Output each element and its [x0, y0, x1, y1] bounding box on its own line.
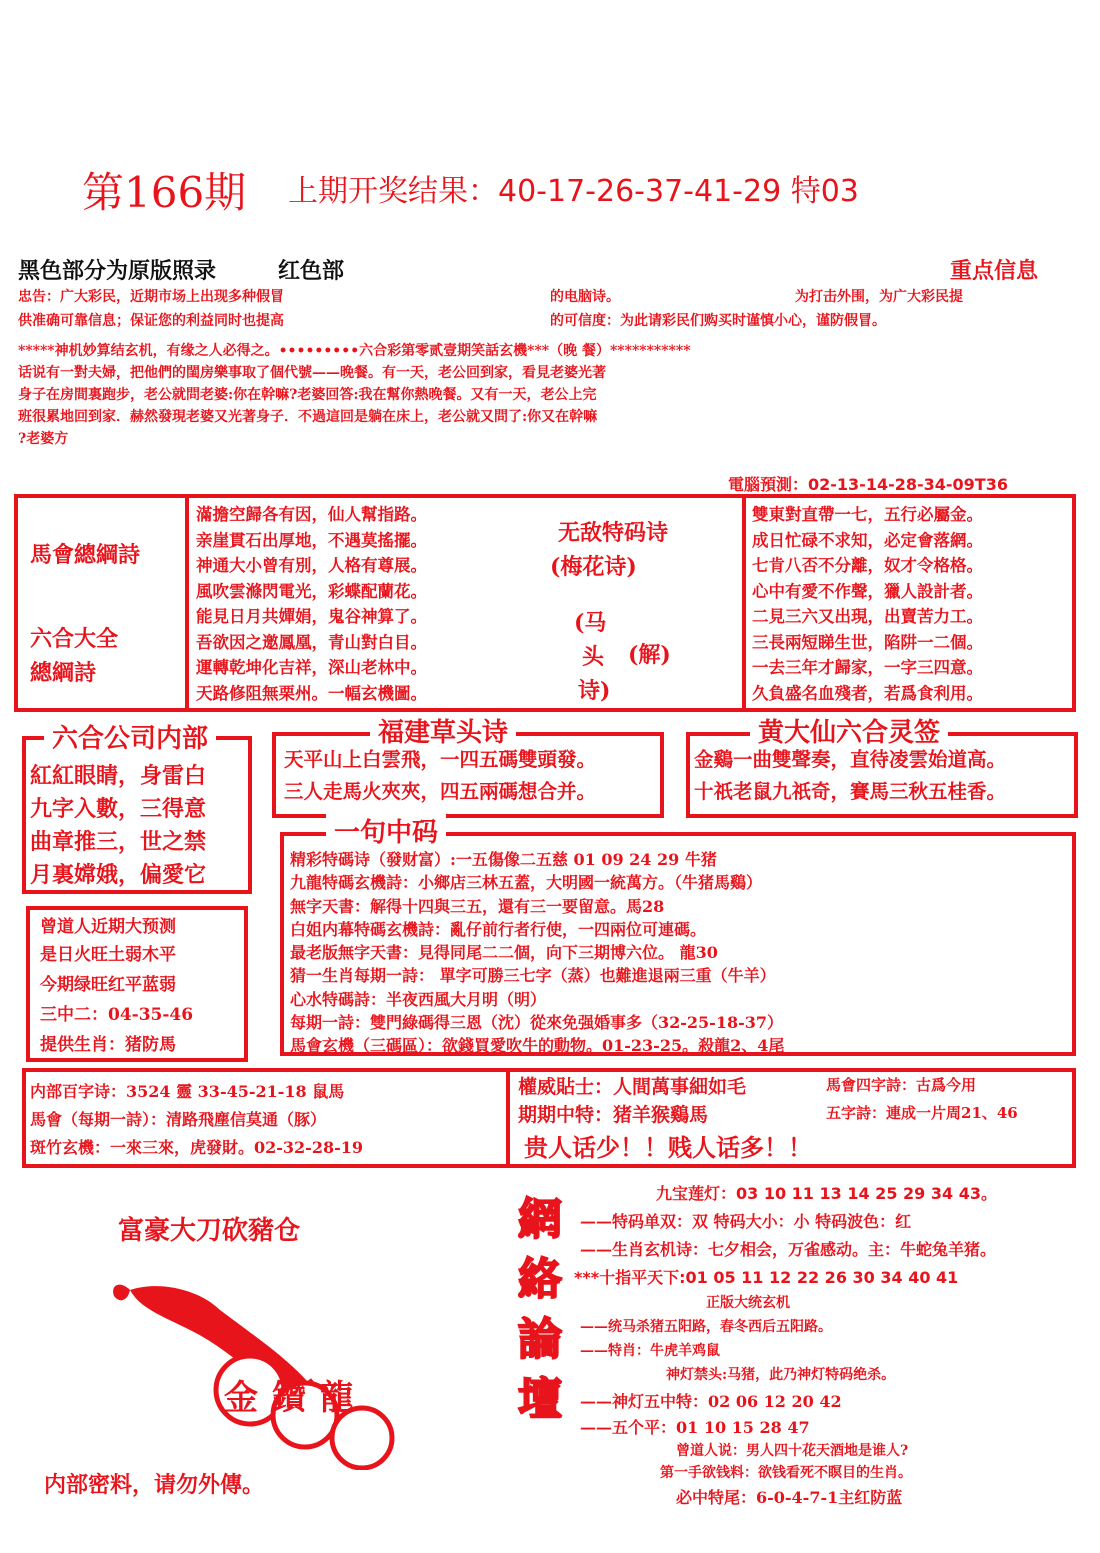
company-line: 九字入數，三得意	[30, 796, 207, 822]
one-sentence-line: 最老版無字天書：見得同尾二二個，向下三期博六位。 龍30	[290, 943, 718, 963]
one-sentence-line: 馬會玄機（三碼區）：欲錢買愛吹牛的動物。01-23-25。殺龍2、4尾	[290, 1036, 785, 1056]
forum-vertical-title	[518, 1190, 562, 1430]
forum-line-8: ——神灯五中特：02 06 12 20 42	[580, 1392, 842, 1411]
poem-box-left-divider	[185, 498, 189, 708]
company-box-title: 六合公司内部	[44, 718, 216, 755]
zeng-line: 提供生肖：猪防馬	[40, 1035, 176, 1055]
last-result-label: 上期开奖结果：	[288, 174, 498, 209]
one-sentence-line: 白姐内幕特碼玄機詩：亂仔前行者行使，一四兩位可連碼。	[290, 919, 707, 939]
forum-line-0: 九宝莲灯：03 10 11 13 14 25 29 34 43。	[656, 1184, 997, 1203]
authority-line1: 權威貼士：人間萬事細如毛	[518, 1076, 747, 1098]
authority-line2: 期期中特：猪羊猴鷄馬	[518, 1104, 709, 1126]
authority-line3: 贵人话少！！贱人话多！！	[524, 1133, 812, 1162]
notice-line2a: 供准确可靠信息；保证您的利益同时也提高	[18, 313, 284, 329]
wong-line: 金鷄一曲雙聲奏，直待凌雲始道高。	[694, 748, 1007, 771]
internal-line: 馬會（每期一詩）：清路飛塵信莫通（豚）	[30, 1110, 327, 1129]
notice-line2b: 的可信度：为此请彩民们购买时谨慎小心，谨防假冒。	[550, 313, 886, 329]
fujian-line: 三人走馬火夾夾，四五兩碼想合并。	[284, 780, 597, 803]
poem-left-line: 天路修阻無栗州。一幅玄機圖。	[196, 683, 427, 703]
company-lines	[30, 760, 206, 892]
notice-line1b: 的电脑诗。	[550, 289, 620, 305]
poem-left-title-2: 六合大全	[30, 626, 119, 652]
forum-line-9: ——五个平：01 10 15 28 47	[580, 1418, 810, 1437]
internal-line: 内部百字诗：3524 靈 33-45-21-18 鼠馬	[30, 1082, 345, 1101]
internal-lines	[30, 1078, 363, 1162]
promo-title: 富豪大刀砍豬仓	[118, 1216, 301, 1246]
forum-line-2: ——生肖玄机诗：七夕相会，万雀感动。主：牛蛇兔羊猪。	[580, 1240, 997, 1259]
poem-left-line: 風吹雲滌閃電光，彩蝶配蘭花。	[196, 581, 427, 601]
company-line: 紅紅眼睛，身雷白	[30, 763, 207, 789]
forum-title-char: 網	[518, 1194, 562, 1245]
poem-right-line: 久負盛名血殘者，若爲食利用。	[752, 683, 983, 703]
forum-line-6: ——特肖：牛虎羊鸡鼠	[580, 1343, 720, 1359]
poem-left-line: 運轉乾坤化吉祥，深山老林中。	[196, 658, 427, 677]
internal-box-divider	[506, 1068, 510, 1168]
poem-center-title-1: 无敌特码诗	[558, 520, 669, 546]
poem-center-title-3a: (马	[574, 610, 607, 636]
poem-left-line: 亲崖貫石出厚地，不遇莫搖擺。	[196, 530, 427, 550]
poem-left-line: 能見日月共嬋娟，鬼谷神算了。	[196, 607, 427, 626]
forum-line-1: ——特码单双：双 特码大小：小 特码波色：红	[580, 1212, 912, 1231]
last-result	[288, 166, 859, 210]
last-result-numbers: 40-17-26-37-41-29 特03	[498, 174, 859, 209]
forum-line-12: 必中特尾：6-0-4-7-1主红防蓝	[676, 1488, 903, 1507]
notice-line1c: 为打击外围，为广大彩民提	[795, 289, 963, 305]
promo-seal-text: 金鑽龍	[224, 1378, 368, 1418]
zeng-title: 曾道人近期大预测	[40, 917, 176, 937]
internal-line: 斑竹玄機：一來三來，虎發財。02-32-28-19	[30, 1138, 363, 1157]
forum-line-10: 曾道人说：男人四十花天酒地是谁人?	[676, 1443, 909, 1459]
notice-red-part: 红色部	[278, 259, 345, 284]
company-line: 曲章推三，世之禁	[30, 829, 207, 855]
fujian-box-title: 福建草头诗	[370, 712, 516, 749]
fujian-lines	[284, 744, 596, 808]
zeng-line: 是日火旺土弱木平	[40, 945, 176, 965]
one-sentence-line: 心水特碼詩：半夜西風大月明（明）	[290, 989, 547, 1009]
poem-center-title-2: (梅花诗)	[550, 554, 637, 580]
poem-left-title-1: 馬會總綱詩	[30, 542, 141, 568]
poem-right-line: 二見三六又出現，出賣苦力工。	[752, 607, 983, 626]
poem-box-right-divider	[742, 498, 746, 708]
poem-right-line: 七肯八否不分離，奴才令格格。	[752, 556, 983, 575]
forum-title-char: 壇	[518, 1374, 562, 1425]
zeng-lines	[40, 940, 193, 1060]
forum-title-char: 論	[518, 1314, 562, 1365]
zeng-line: 三中二：04-35-46	[40, 1005, 194, 1025]
poem-left-title-3: 總綱詩	[30, 660, 97, 686]
one-sentence-title: 一句中码	[326, 812, 446, 849]
wong-line: 十祇老鼠九祇奇，賽馬三秋五桂香。	[694, 780, 1007, 803]
forum-line-5: ——统马杀猪五阳路，春冬西后五阳路。	[580, 1319, 832, 1335]
poem-left-line: 吾欲因之邀鳳凰，青山對白目。	[196, 632, 427, 652]
poem-center-title-3d: 诗)	[578, 678, 611, 704]
promo-footer: 内部密料，请勿外傳。	[44, 1473, 265, 1498]
one-sentence-lines	[290, 848, 784, 1058]
wong-lines	[694, 744, 1006, 808]
poem-right-line: 雙東對直帶一七，五行必屬金。	[752, 505, 983, 524]
poem-right-line: 三長兩短睇生世，陷阱一二個。	[752, 632, 983, 652]
one-sentence-line: 無字天書：解得十四與三五，還有三一要留意。馬28	[290, 896, 665, 916]
wong-box-title: 黄大仙六合灵签	[750, 712, 948, 749]
authority-line2-right: 五字詩：連成一片周21、46	[826, 1104, 1018, 1122]
forum-line-11: 第一手欲钱料：欲钱看死不瞑目的生肖。	[660, 1465, 912, 1481]
notice-black-part: 黑色部分为原版照录	[18, 259, 217, 284]
poem-left-line: 滿擔空歸各有因，仙人幫指路。	[196, 505, 427, 524]
issue-number: 第166期	[82, 168, 247, 217]
poem-right-lines	[752, 502, 983, 706]
joke-line: 身子在房間裏跑步，老公就問老婆:你在幹嘛?老婆回答:我在幫你熱晚餐。又有一天，老公上完	[18, 387, 597, 403]
joke-lines	[18, 362, 606, 450]
joke-head: *****神机妙算结玄机，有缘之人必得之。•••••••••六合彩第零贰壹期笑話玄機***（晚 餐）***********	[18, 343, 691, 359]
one-sentence-line: 精彩特碼诗（發财富）:一五傷像二五慈 01 09 24 29 牛猪	[290, 850, 717, 869]
poem-left-lines	[196, 502, 427, 706]
joke-line: ?老婆方	[18, 431, 69, 447]
one-sentence-line: 九龍特碼玄機詩：小鄉店三林五蓋，大明國一統萬方。（牛猪馬鷄）	[290, 873, 763, 893]
notice-key-info: 重点信息	[950, 259, 1039, 284]
zeng-line: 今期绿旺红平蓝弱	[40, 975, 176, 995]
forum-line-3: ***十指平天下:01 05 11 12 22 26 30 34 40 41	[574, 1268, 959, 1287]
poem-center-title-3c: (解)	[628, 642, 671, 668]
poem-center-title-3b: 头	[582, 644, 605, 670]
company-line: 月裏嫦娥，偏愛它	[30, 862, 207, 888]
computer-prediction: 電腦預測：02-13-14-28-34-09T36	[728, 475, 1008, 494]
one-sentence-line: 每期一詩：雙門綠碼得三恩（沈）從來免强婚事多（32-25-18-37）	[290, 1013, 783, 1033]
poem-right-line: 一去三年才歸家，一字三四意。	[752, 658, 983, 677]
joke-line: 班很累地回到家．赫然發現老婆又光著身子．不過這回是躺在床上，老公就又問了:你又在幹嘛	[18, 409, 598, 425]
poem-right-line: 心中有愛不作聲，獵人設計者。	[752, 581, 983, 601]
one-sentence-line: 猜一生肖每期一詩： 單字可勝三七字（蒸）也難進退兩三重（牛羊）	[290, 966, 776, 986]
authority-line1-right: 馬會四字詩：古爲今用	[826, 1076, 977, 1094]
forum-line-7: 神灯禁头:马猪，此乃神灯特码绝杀。	[666, 1367, 896, 1383]
notice-line1a: 忠告：广大彩民，近期市场上出现多种假冒	[18, 289, 284, 305]
forum-title-char: 絡	[518, 1254, 562, 1305]
forum-line-4: 正版大统玄机	[706, 1295, 790, 1311]
joke-line: 话说有一對夫婦，把他們的閨房樂事取了個代號——晚餐。有一天，老公回到家，看見老婆光著	[18, 365, 606, 381]
fujian-line: 天平山上白雲飛，一四五碼雙頭發。	[284, 748, 597, 771]
poem-right-line: 成日忙碌不求知，必定會落網。	[752, 530, 983, 550]
poem-left-line: 神通大小曾有別，人格有尊展。	[196, 556, 427, 575]
